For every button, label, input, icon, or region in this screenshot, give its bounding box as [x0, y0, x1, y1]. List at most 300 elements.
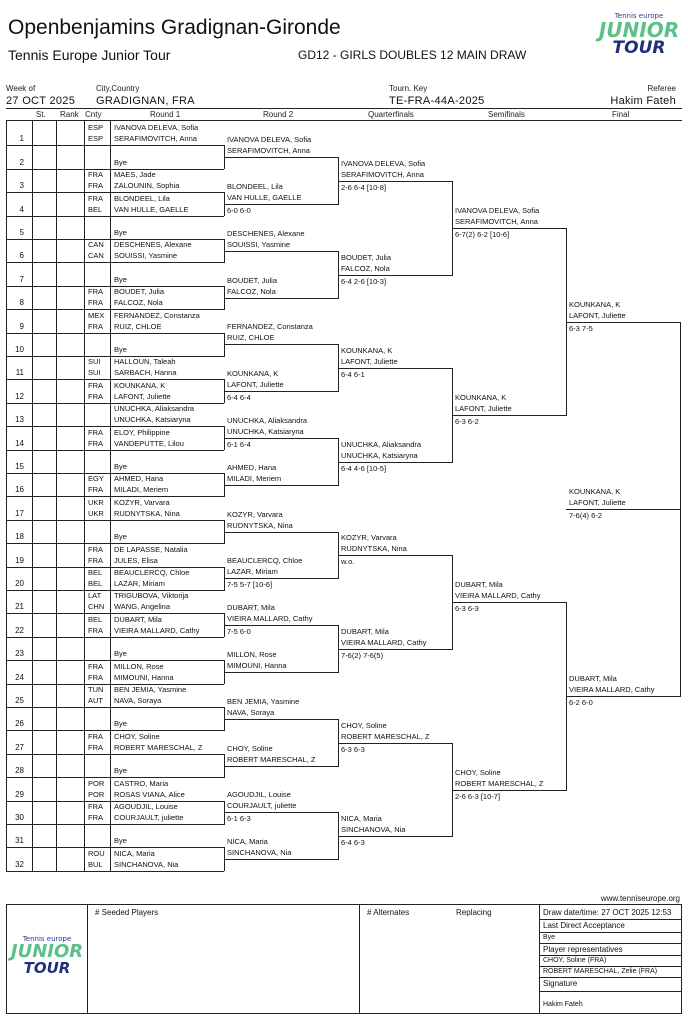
draw-position-number: 22 [15, 625, 24, 635]
tourn-key-label: Tourn. Key [389, 84, 428, 93]
final-player-1: KOUNKANA, K [569, 300, 621, 309]
team-player-2: Bye [114, 157, 127, 167]
draw-position-number: 30 [15, 813, 24, 822]
team-player-1: MAES, Jade [114, 170, 156, 180]
draw-date: Draw date/time: 27 OCT 2025 12:53 [543, 908, 672, 917]
final-player-1: DUBART, Mila [569, 674, 617, 683]
col-round2: Round 2 [263, 110, 294, 119]
semifinal-player-1: CHOY, Soline [455, 768, 501, 777]
round2-player-1: CHOY, Soline [227, 744, 273, 753]
round2-player-1: KOUNKANA, K [227, 369, 279, 378]
col-round1: Round 1 [150, 110, 181, 119]
quarterfinal-line [338, 743, 452, 744]
team-player-1: BEAUCLERCQ, Chloe [114, 568, 190, 577]
quarterfinal-player-1: DUBART, Mila [341, 627, 389, 636]
draw-position-number: 8 [19, 298, 24, 308]
team-player-1: AGOUDJIL, Louise [114, 802, 178, 811]
team-player-1: FERNANDEZ, Constanza [114, 310, 200, 320]
quarterfinal-score: 6-4 4-6 [10-5] [341, 464, 387, 473]
draw-position-number: 25 [15, 696, 24, 705]
draw-position-number: 6 [19, 251, 24, 261]
champion-line [566, 509, 680, 510]
grid-column-line [56, 120, 57, 871]
draw-line-row [6, 262, 224, 263]
player-rep-1: CHOY, Soline (FRA) [543, 957, 607, 964]
round2-score: 6-4 6-4 [227, 393, 251, 402]
draw-position-number: 15 [15, 462, 24, 471]
team-player-1: HALLOUN, Taleah [114, 357, 176, 367]
team-player-2: UNUCHKA, Katsiaryna [114, 415, 191, 425]
round2-player-1: FERNANDEZ, Constanza [227, 322, 313, 331]
col-rank: Rank [60, 110, 79, 119]
team-country-2: FRA [88, 321, 103, 331]
team-country-2: FRA [88, 813, 103, 822]
team-player-1: BEN JEMIA, Yasmine [114, 685, 187, 694]
semifinal-player-2: ROBERT MARESCHAL, Z [455, 779, 544, 788]
draw-position-number: 14 [15, 438, 24, 448]
team-player-2: Bye [114, 462, 127, 471]
round2-player-1: UNUCHKA, Aliaksandra [227, 416, 308, 425]
team-country-1: FRA [88, 193, 103, 203]
team-player-2: RUIZ, CHLOE [114, 321, 162, 331]
round2-line [224, 719, 338, 720]
team-country-2: AUT [88, 696, 103, 705]
round2-connector [224, 801, 225, 825]
team-country-1: CAN [88, 240, 104, 250]
team-player-2: NAVA, Soraya [114, 696, 162, 705]
quarterfinal-line [338, 836, 452, 837]
team-country-2: CHN [88, 602, 105, 612]
quarterfinal-line [338, 462, 452, 463]
semifinal-score: 6-7(2) 6-2 [10-6] [455, 230, 510, 239]
round2-player-1: IVANOVA DELEVA, Sofia [227, 135, 312, 144]
round2-player-2: SOUISSI, Yasmine [227, 240, 291, 249]
draw-position-number: 32 [15, 859, 24, 869]
team-country-1: POR [88, 778, 105, 788]
footer-logo-junior-text: JUNIOR [10, 941, 84, 962]
round2-player-2: COURJAULT, juliette [227, 801, 297, 810]
draw-position-number: 21 [15, 602, 24, 612]
team-player-2: SARBACH, Hanna [114, 368, 177, 378]
quarterfinal-player-1: UNUCHKA, Aliaksandra [341, 440, 422, 449]
team-country-2: FRA [88, 742, 103, 752]
round2-score: 7-5 5-7 [10-6] [227, 580, 273, 589]
player-rep-2: ROBERT MARESCHAL, Zelie (FRA) [543, 968, 658, 975]
team-country-2: BEL [88, 579, 103, 588]
team-player-1: ELOY, Philippine [114, 427, 170, 437]
team-player-2: LAZAR, Miriam [114, 579, 165, 588]
team-player-2: SINCHANOVA, Nia [114, 859, 179, 869]
draw-position-number: 17 [15, 508, 24, 518]
round2-player-2: SERAFIMOVITCH, Anna [227, 146, 310, 155]
alternates-label: # Alternates [367, 908, 410, 917]
quarterfinal-score: 2-6 6-4 [10-8] [341, 183, 387, 192]
referee-label: Referee [647, 84, 676, 93]
team-player-2: VAN HULLE, GAELLE [114, 204, 189, 214]
round2-player-2: RUDNYTSKA, Nina [227, 521, 293, 530]
signature-name: Hakim Fateh [543, 1001, 583, 1008]
quarterfinal-line [338, 368, 452, 369]
round2-line [224, 251, 338, 252]
team-country-1: FRA [88, 731, 103, 741]
city-label: City,Country [96, 84, 140, 93]
team-player-2: WANG, Angelina [114, 602, 170, 612]
quarterfinal-player-1: KOZYR, Varvara [341, 533, 397, 542]
quarterfinal-player-1: NICA, Maria [341, 814, 382, 823]
round2-connector [224, 567, 225, 591]
draw-position-number: 7 [19, 274, 24, 284]
page-subtitle: Tennis Europe Junior Tour [8, 47, 171, 63]
seeded-players-label: # Seeded Players [95, 908, 159, 917]
round2-player-2: MILADI, Meriem [227, 474, 282, 483]
team-country-2: FRA [88, 391, 103, 401]
lda-label: Last Direct Acceptance [543, 921, 625, 930]
grid-column-line [84, 120, 85, 871]
quarterfinal-line [338, 275, 452, 276]
team-country-2: FRA [88, 438, 103, 448]
round2-player-2: UNUCHKA, Katsiaryna [227, 427, 304, 436]
round2-player-1: AHMED, Hana [227, 463, 277, 472]
team-player-2: Bye [114, 719, 127, 729]
team-country-1: FRA [88, 170, 103, 180]
team-player-2: Bye [114, 274, 127, 284]
round2-line [224, 344, 338, 345]
round2-line [224, 766, 338, 767]
semifinal-player-2: LAFONT, Juliette [455, 404, 512, 413]
tennis-europe-logo [598, 12, 680, 57]
semifinal-player-1: KOUNKANA, K [455, 393, 507, 402]
round2-player-1: BOUDET, Julia [227, 276, 278, 285]
draw-position-number: 27 [15, 742, 24, 752]
round2-player-2: LAFONT, Juliette [227, 380, 284, 389]
team-player-1: BOUDET, Julia [114, 287, 165, 297]
draw-position-number: 19 [15, 555, 24, 565]
team-country-1: EGY [88, 474, 104, 484]
round2-player-1: DESCHENES, Alexane [227, 229, 305, 238]
team-player-2: ZALOUNIN, Sophia [114, 181, 180, 191]
team-player-2: COURJAULT, juliette [114, 813, 184, 822]
team-country-2: CAN [88, 251, 104, 261]
round2-player-2: NAVA, Soraya [227, 708, 275, 717]
draw-position-number: 13 [15, 415, 24, 425]
col-final: Final [612, 110, 630, 119]
round2-player-2: VIEIRA MALLARD, Cathy [227, 614, 313, 623]
semifinal-score: 2-6 6-3 [10-7] [455, 792, 501, 801]
draw-line-row [6, 145, 224, 146]
team-country-1: FRA [88, 287, 103, 297]
quarterfinal-player-2: VIEIRA MALLARD, Cathy [341, 638, 427, 647]
column-header-divider [6, 120, 682, 121]
team-country-1: FRA [88, 544, 103, 554]
quarterfinal-line [338, 181, 452, 182]
semifinal-player-1: IVANOVA DELEVA, Sofia [455, 206, 540, 215]
round2-line [224, 438, 338, 439]
semifinal-line [452, 790, 566, 791]
quarterfinal-score: w.o. [341, 557, 355, 566]
draw-position-number: 11 [15, 368, 24, 378]
champion-connector [680, 322, 681, 697]
team-player-2: VANDEPUTTE, Lilou [114, 438, 184, 448]
round2-line [224, 485, 338, 486]
champion-score: 7-6(4) 6-2 [569, 511, 602, 520]
round2-score: 6-1 6-3 [227, 814, 251, 823]
quarterfinal-player-1: BOUDET, Julia [341, 253, 392, 262]
team-country-2: ESP [88, 134, 104, 144]
lda-value: Bye [543, 934, 556, 941]
team-country-2: FRA [88, 485, 103, 495]
logo-top-text: Tennis europe [614, 12, 664, 20]
final-player-2: LAFONT, Juliette [569, 311, 626, 320]
replacing-label: Replacing [456, 908, 492, 917]
team-player-2: MIMOUNI, Hanna [114, 672, 174, 682]
round2-player-2: FALCOZ, Nola [227, 287, 276, 296]
semifinal-score: 6-3 6-3 [455, 604, 479, 613]
grid-column-line [110, 120, 111, 871]
quarterfinal-player-1: KOUNKANA, K [341, 346, 393, 355]
draw-position-number: 31 [15, 836, 24, 846]
round2-player-1: BLONDEEL, Lila [227, 182, 283, 191]
team-player-2: LAFONT, Juliette [114, 391, 171, 401]
quarterfinal-player-2: SINCHANOVA, Nia [341, 825, 406, 834]
round2-line [224, 391, 338, 392]
team-player-2: SOUISSI, Yasmine [114, 251, 178, 261]
quarterfinal-score: 6-4 6-3 [341, 838, 365, 847]
event-name: GD12 - GIRLS DOUBLES 12 MAIN DRAW [298, 48, 527, 62]
footer-logo [9, 935, 85, 976]
round2-line [224, 672, 338, 673]
draw-line-row [6, 707, 224, 708]
round2-player-1: BEAUCLERCQ, Chloe [227, 556, 303, 565]
team-country-1: UKR [88, 497, 104, 507]
final-score: 6-3 7-5 [569, 324, 593, 333]
team-player-2: MILADI, Meriem [114, 485, 169, 495]
team-player-2: Bye [114, 345, 127, 354]
draw-position-number: 4 [19, 204, 24, 214]
quarterfinal-player-2: RUDNYTSKA, Nina [341, 544, 407, 553]
team-player-1: AHMED, Hana [114, 474, 164, 484]
round2-player-2: MIMOUNI, Hanna [227, 661, 287, 670]
signature-label: Signature [543, 979, 578, 988]
final-line [566, 696, 680, 697]
draw-line-row [6, 216, 224, 217]
round2-score: 7-5 6-0 [227, 627, 251, 636]
round2-player-2: RUIZ, CHLOE [227, 333, 275, 342]
draw-position-number: 9 [19, 321, 24, 331]
semifinal-player-1: DUBART, Mila [455, 580, 503, 589]
team-country-2: FRA [88, 298, 103, 308]
team-country-1: ROU [88, 848, 105, 858]
draw-position-number: 2 [19, 157, 24, 167]
round2-line [224, 625, 338, 626]
round2-line [224, 532, 338, 533]
team-player-1: NICA, Maria [114, 848, 155, 858]
draw-position-number: 16 [15, 485, 24, 495]
team-player-1: BLONDEEL, Lila [114, 193, 170, 203]
round2-score: 6-1 6-4 [227, 440, 251, 449]
quarterfinal-player-2: ROBERT MARESCHAL, Z [341, 732, 430, 741]
week-label: Week of [6, 84, 36, 93]
team-country-2: POR [88, 789, 105, 799]
team-country-2: FRA [88, 625, 103, 635]
team-player-2: Bye [114, 649, 127, 659]
team-country-1: TUN [88, 685, 104, 694]
draw-line-row [6, 520, 224, 521]
team-country-1: FRA [88, 661, 103, 671]
team-country-1: LAT [88, 591, 102, 601]
team-player-1: IVANOVA DELEVA, Sofia [114, 123, 199, 133]
round2-player-1: MILLON, Rose [227, 650, 277, 659]
col-seed: St. [36, 110, 46, 119]
final-line [566, 322, 680, 323]
referee-value: Hakim Fateh [610, 95, 676, 107]
team-player-1: CASTRO, Maria [114, 778, 169, 788]
team-player-1: CHOY, Soline [114, 731, 160, 741]
round2-line [224, 578, 338, 579]
team-country-1: FRA [88, 427, 103, 437]
semifinal-line [452, 602, 566, 603]
team-player-2: SERAFIMOVITCH, Anna [114, 134, 197, 144]
header-divider [6, 108, 682, 109]
round2-player-2: LAZAR, Miriam [227, 567, 278, 576]
footer-logo-top-text: Tennis europe [22, 935, 72, 943]
semifinal-player-2: SERAFIMOVITCH, Anna [455, 217, 538, 226]
quarterfinal-line [338, 649, 452, 650]
team-country-2: FRA [88, 555, 103, 565]
logo-tour-text: TOUR [612, 38, 666, 58]
semifinal-line [452, 415, 566, 416]
team-player-2: RUDNYTSKA, Nina [114, 508, 180, 518]
website-link[interactable]: www.tenniseurope.org [600, 894, 680, 903]
col-quarterfinals: Quarterfinals [368, 110, 414, 119]
round2-player-2: ROBERT MARESCHAL, Z [227, 755, 316, 764]
team-country-1: BEL [88, 568, 103, 577]
champion-player-1: KOUNKANA, K [569, 487, 621, 496]
city-value: GRADIGNAN, FRA [96, 95, 195, 107]
team-country-2: BEL [88, 204, 103, 214]
col-semifinals: Semifinals [488, 110, 525, 119]
round2-player-1: BEN JEMIA, Yasmine [227, 697, 300, 706]
round2-line [224, 204, 338, 205]
round2-score: 6-0 6-0 [227, 206, 251, 215]
team-player-2: Bye [114, 532, 127, 542]
draw-line-row [6, 754, 224, 755]
footer-logo-tour-text: TOUR [23, 959, 71, 977]
team-player-1: UNUCHKA, Aliaksandra [114, 404, 195, 414]
team-country-2: BUL [88, 859, 103, 869]
draw-position-number: 23 [15, 649, 24, 659]
semifinal-player-2: VIEIRA MALLARD, Cathy [455, 591, 541, 600]
quarterfinal-player-1: IVANOVA DELEVA, Sofia [341, 159, 426, 168]
team-player-1: DESCHENES, Alexane [114, 240, 192, 250]
round2-player-2: SINCHANOVA, Nia [227, 848, 292, 857]
quarterfinal-score: 6-3 6-3 [341, 745, 365, 754]
quarterfinal-player-1: CHOY, Soline [341, 721, 387, 730]
quarterfinal-player-2: FALCOZ, Nola [341, 264, 390, 273]
round2-player-1: AGOUDJIL, Louise [227, 790, 291, 799]
draw-line-row [6, 333, 224, 334]
semifinal-line [452, 228, 566, 229]
draw-position-number: 1 [19, 134, 24, 144]
footer-box [6, 904, 682, 1014]
team-player-1: KOZYR, Varvara [114, 497, 170, 507]
champion-player-2: LAFONT, Juliette [569, 498, 626, 507]
page-title: Openbenjamins Gradignan-Gironde [8, 16, 341, 39]
final-player-2: VIEIRA MALLARD, Cathy [569, 685, 655, 694]
team-player-2: VIEIRA MALLARD, Cathy [114, 625, 200, 635]
draw-line-row [6, 871, 224, 872]
draw-position-number: 26 [15, 719, 24, 729]
week-value: 27 OCT 2025 [6, 95, 76, 107]
team-country-2: SUI [88, 368, 101, 378]
team-country-1: SUI [88, 357, 101, 367]
quarterfinal-score: 6-4 2-6 [10-3] [341, 277, 387, 286]
team-country-1: FRA [88, 802, 103, 811]
team-country-2: UKR [88, 508, 104, 518]
team-country-1: MEX [88, 310, 105, 320]
draw-position-number: 20 [15, 579, 24, 588]
draw-line-row [6, 637, 224, 638]
team-player-2: JULES, Elisa [114, 555, 158, 565]
semifinal-score: 6-3 6-2 [455, 417, 479, 426]
draw-position-number: 12 [15, 391, 24, 401]
team-player-1: DE LAPASSE, Natalia [114, 544, 188, 554]
quarterfinal-player-2: UNUCHKA, Katsiaryna [341, 451, 418, 460]
draw-position-number: 29 [15, 789, 24, 799]
team-player-1: DUBART, Mila [114, 614, 162, 624]
quarterfinal-score: 7-6(2) 7-6(5) [341, 651, 384, 660]
draw-line-row [6, 450, 224, 451]
team-player-2: Bye [114, 228, 127, 237]
round2-connector [224, 333, 225, 357]
logo-junior-text: JUNIOR [598, 18, 680, 42]
draw-position-number: 24 [15, 672, 24, 682]
round2-line [224, 298, 338, 299]
team-player-1: MILLON, Rose [114, 661, 164, 671]
player-reps-label: Player representatives [543, 945, 623, 954]
draw-position-number: 3 [19, 181, 24, 191]
quarterfinal-score: 6-4 6-1 [341, 370, 365, 379]
round2-player-1: NICA, Maria [227, 837, 268, 846]
team-country-2: FRA [88, 181, 103, 191]
round2-line [224, 812, 338, 813]
draw-position-number: 18 [15, 532, 24, 542]
quarterfinal-line [338, 555, 452, 556]
draw-position-number: 28 [15, 766, 24, 776]
round2-player-1: DUBART, Mila [227, 603, 275, 612]
team-player-2: FALCOZ, Nola [114, 298, 163, 308]
final-score: 6-2 6-0 [569, 698, 593, 707]
round2-player-2: VAN HULLE, GAELLE [227, 193, 302, 202]
tourn-key-value: TE-FRA-44A-2025 [389, 95, 485, 107]
round2-line [224, 157, 338, 158]
team-player-2: Bye [114, 836, 127, 846]
draw-line-row [6, 824, 224, 825]
team-country-1: BEL [88, 614, 103, 624]
team-player-2: ROBERT MARESCHAL, Z [114, 742, 203, 752]
round2-player-1: KOZYR, Varvara [227, 510, 283, 519]
col-country: Cnty [85, 110, 102, 119]
round2-line [224, 859, 338, 860]
quarterfinal-player-2: SERAFIMOVITCH, Anna [341, 170, 424, 179]
grid-column-line [32, 120, 33, 871]
team-player-1: KOUNKANA, K [114, 380, 166, 390]
team-player-2: Bye [114, 766, 127, 776]
draw-position-number: 10 [15, 345, 24, 354]
team-country-2: FRA [88, 672, 103, 682]
team-player-2: ROSAS VIANA, Alice [114, 789, 185, 799]
team-country-1: ESP [88, 123, 104, 133]
team-country-1: FRA [88, 380, 103, 390]
